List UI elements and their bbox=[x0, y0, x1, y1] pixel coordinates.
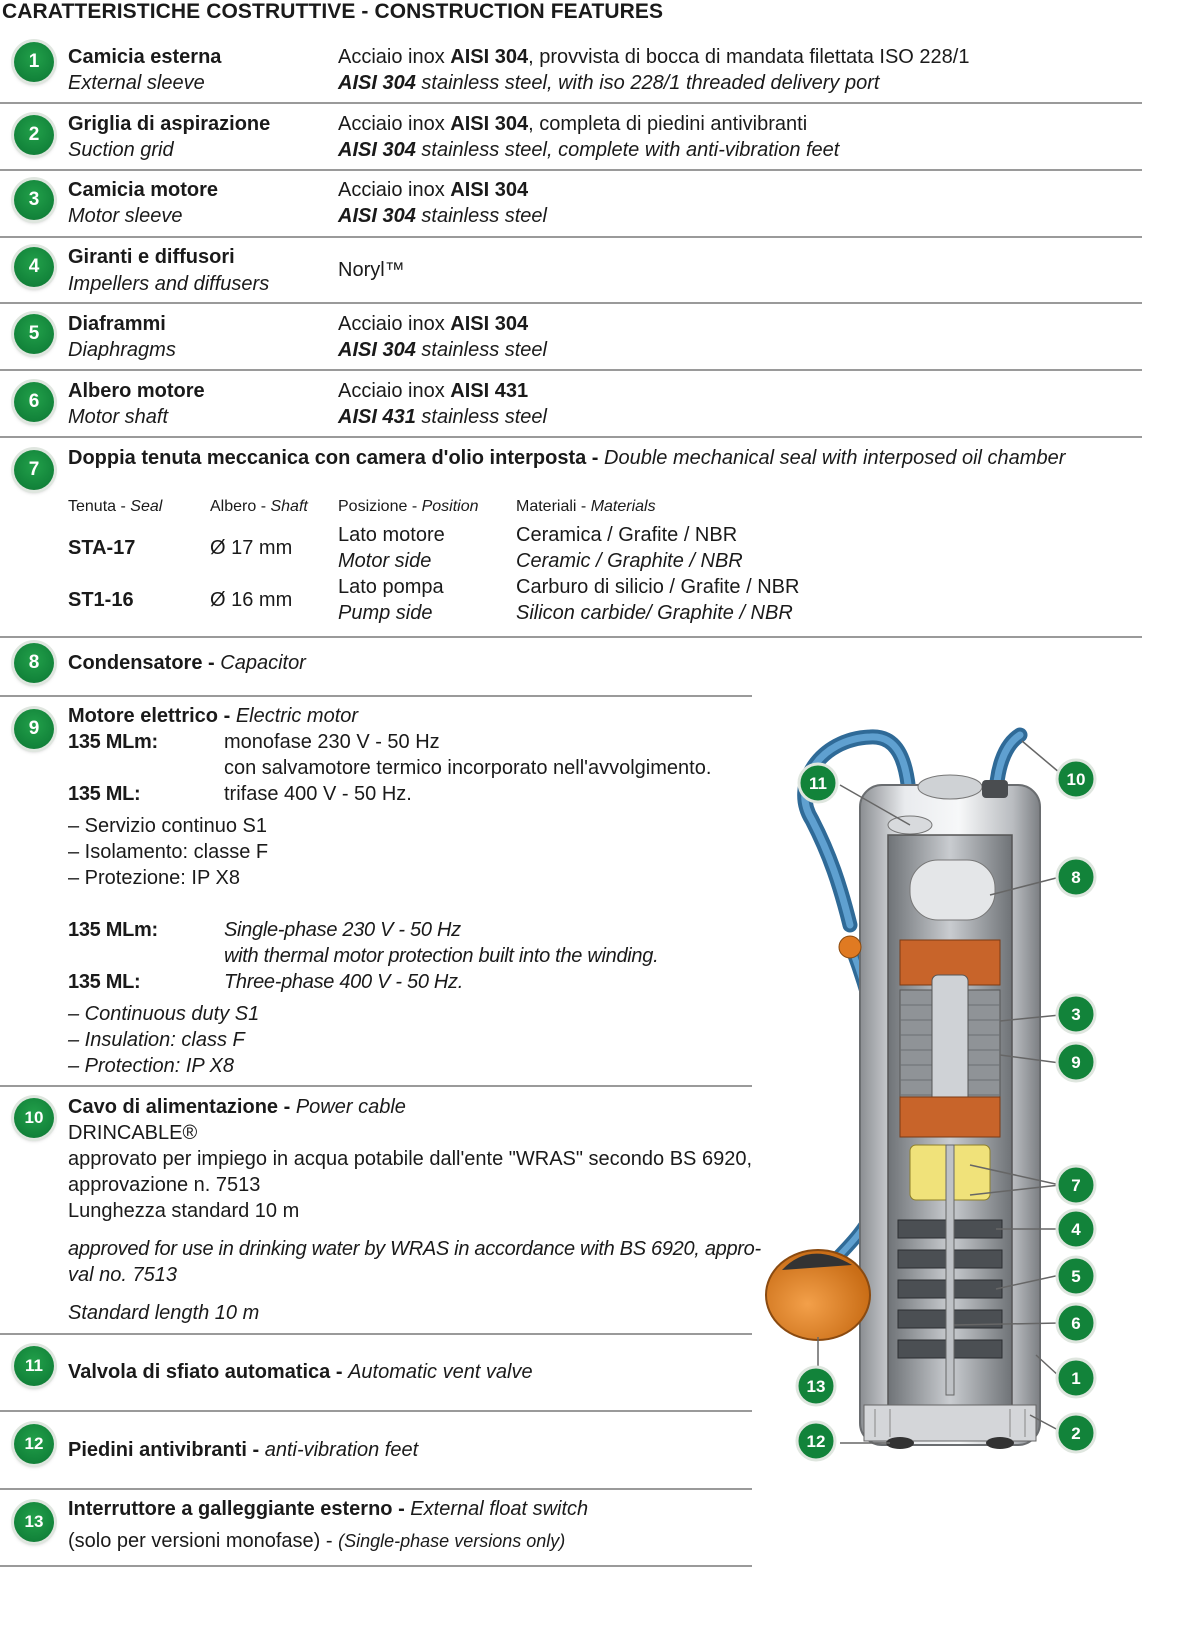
motor-spec-en: – Protection: IP X8 bbox=[68, 1055, 235, 1077]
callout-6 bbox=[1057, 1304, 1095, 1342]
divider bbox=[0, 1085, 752, 1087]
feature-5-name-en: Diaphragms bbox=[68, 339, 176, 361]
motor-mlm-en: Single-phase 230 V - 50 Hz bbox=[224, 919, 461, 941]
motor-mlm-it-2: con salvamotore termico incorporato nell'avvolgimento. bbox=[224, 757, 712, 779]
divider bbox=[0, 1565, 752, 1567]
svg-text:11: 11 bbox=[809, 774, 827, 793]
seal-row-1-mat-en: Ceramic / Graphite / NBR bbox=[516, 550, 743, 572]
feature-3-desc-en: AISI 304 stainless steel bbox=[338, 205, 547, 227]
feature-badge-13: 13 bbox=[14, 1502, 54, 1542]
feature-3-name-it: Camicia motore bbox=[68, 179, 219, 201]
feature-2-desc-en: AISI 304 stainless steel, complete with anti-vibration feet bbox=[338, 139, 840, 161]
seal-header-shaft: Albero - Shaft bbox=[210, 498, 308, 515]
page-title: CARATTERISTICHE COSTRUTTIVE - CONSTRUCTION FEATURES bbox=[2, 0, 664, 23]
divider bbox=[0, 1333, 752, 1335]
divider bbox=[0, 1488, 752, 1490]
seal-row-2-seal: ST1-16 bbox=[68, 589, 134, 611]
svg-text:6: 6 bbox=[1071, 1314, 1081, 1333]
feature-5-desc-it: Acciaio inox AISI 304 bbox=[338, 313, 529, 335]
motor-ml-label-en: 135 ML: bbox=[68, 971, 141, 993]
motor-mlm-label-en: 135 MLm: bbox=[68, 919, 158, 941]
svg-text:5: 5 bbox=[1071, 1267, 1081, 1286]
divider bbox=[0, 102, 1142, 104]
feature-badge-7: 7 bbox=[14, 450, 54, 490]
callout-9 bbox=[1057, 1043, 1095, 1081]
callout-7 bbox=[1057, 1166, 1095, 1204]
feature-2-name-en: Suction grid bbox=[68, 139, 174, 161]
vent-title: Valvola di sfiato automatica - Automatic vent valve bbox=[68, 1361, 533, 1383]
feature-badge-9: 9 bbox=[14, 709, 54, 749]
feature-badge-2: 2 bbox=[14, 115, 54, 155]
feature-4-desc: Noryl™ bbox=[338, 259, 405, 281]
seal-row-2-pos-it: Lato pompa bbox=[338, 576, 444, 598]
feature-6-name-en: Motor shaft bbox=[68, 406, 169, 428]
seal-row-1-seal: STA-17 bbox=[68, 537, 136, 559]
callout-12 bbox=[797, 1422, 835, 1460]
feature-badge-12: 12 bbox=[14, 1424, 54, 1464]
rotor bbox=[932, 975, 968, 1115]
divider bbox=[0, 636, 1142, 638]
cable-length-en: Standard length 10 m bbox=[68, 1302, 260, 1324]
seal-row-2-shaft: Ø 16 mm bbox=[210, 589, 293, 611]
cable-brand: DRINCABLE® bbox=[68, 1122, 198, 1144]
cable-title: Cavo di alimentazione - Power cable bbox=[68, 1096, 406, 1118]
divider bbox=[0, 1410, 752, 1412]
motor-ml-en: Three-phase 400 V - 50 Hz. bbox=[224, 971, 463, 993]
svg-text:3: 3 bbox=[1071, 1005, 1081, 1024]
motor-spec-it: – Servizio continuo S1 bbox=[68, 815, 268, 837]
callout-5 bbox=[1057, 1257, 1095, 1295]
motor-mlm-it: monofase 230 V - 50 Hz bbox=[224, 731, 440, 753]
feature-1-name-it: Camicia esterna bbox=[68, 46, 222, 68]
feature-badge-11: 11 bbox=[14, 1346, 54, 1386]
feature-badge-4: 4 bbox=[14, 247, 54, 287]
motor-spec-en: – Insulation: class F bbox=[68, 1029, 245, 1051]
cable-desc-en-1: approved for use in drinking water by WRAS in accordance with BS 6920, appro- bbox=[68, 1238, 761, 1260]
feature-badge-3: 3 bbox=[14, 180, 54, 220]
seal-header-materials: Materiali - Materials bbox=[516, 498, 656, 515]
divider bbox=[0, 169, 1142, 171]
feature-badge-8: 8 bbox=[14, 643, 54, 683]
seal-row-2-mat-en: Silicon carbide/ Graphite / NBR bbox=[516, 602, 793, 624]
motor-mlm-label: 135 MLm: bbox=[68, 731, 158, 753]
cable-desc-it-1: approvato per impiego in acqua potabile dall'ente "WRAS" secondo BS 6920, bbox=[68, 1148, 753, 1170]
feature-badge-6: 6 bbox=[14, 382, 54, 422]
divider bbox=[0, 236, 1142, 238]
float-note: (solo per versioni monofase) - (Single-phase versions only) bbox=[68, 1530, 566, 1552]
feet-title: Piedini antivibranti - anti-vibration feet bbox=[68, 1439, 419, 1461]
svg-text:7: 7 bbox=[1071, 1176, 1081, 1195]
svg-text:8: 8 bbox=[1071, 868, 1081, 887]
feature-6-desc-en: AISI 431 stainless steel bbox=[338, 406, 547, 428]
feature-1-desc-it: Acciaio inox AISI 304, provvista di bocca di mandata filettata ISO 228/1 bbox=[338, 46, 970, 68]
capacitor-title: Condensatore - Capacitor bbox=[68, 652, 306, 674]
seal-row-1-pos-it: Lato motore bbox=[338, 524, 445, 546]
cable-desc-it-2: approvazione n. 7513 bbox=[68, 1174, 261, 1196]
divider bbox=[0, 369, 1142, 371]
seal-row-1-shaft: Ø 17 mm bbox=[210, 537, 293, 559]
seal-row-2-pos-en: Pump side bbox=[338, 602, 433, 624]
feature-3-name-en: Motor sleeve bbox=[68, 205, 183, 227]
feature-badge-1: 1 bbox=[14, 42, 54, 82]
feature-6-desc-it: Acciaio inox AISI 431 bbox=[338, 380, 529, 402]
feature-2-name-it: Griglia di aspirazione bbox=[68, 113, 271, 135]
motor-spec-en: – Continuous duty S1 bbox=[68, 1003, 260, 1025]
feature-1-desc-en: AISI 304 stainless steel, with iso 228/1 threaded delivery port bbox=[338, 72, 880, 94]
pump-cutaway-illustration bbox=[760, 725, 1180, 1465]
motor-ml-it: trifase 400 V - 50 Hz. bbox=[224, 783, 412, 805]
callout-1 bbox=[1057, 1359, 1095, 1397]
feature-4-name-en: Impellers and diffusers bbox=[68, 273, 270, 295]
seal-header-seal: Tenuta - Seal bbox=[68, 498, 163, 515]
feature-1-name-en: External sleeve bbox=[68, 72, 205, 94]
callout-4 bbox=[1057, 1210, 1095, 1248]
callout-3 bbox=[1057, 995, 1095, 1033]
motor-spec-it: – Isolamento: classe F bbox=[68, 841, 269, 863]
anti-vibration-foot bbox=[886, 1437, 914, 1449]
float-title: Interruttore a galleggiante esterno - External float switch bbox=[68, 1498, 589, 1520]
divider bbox=[0, 695, 752, 697]
divider bbox=[0, 436, 1142, 438]
feature-4-name-it: Giranti e diffusori bbox=[68, 246, 235, 268]
callout-10 bbox=[1057, 760, 1095, 798]
svg-text:10: 10 bbox=[1066, 770, 1086, 789]
motor-ml-label: 135 ML: bbox=[68, 783, 141, 805]
cable-length-it: Lunghezza standard 10 m bbox=[68, 1200, 300, 1222]
callout-11 bbox=[799, 764, 837, 802]
feature-badge-10: 10 bbox=[14, 1098, 54, 1138]
feature-badge-5: 5 bbox=[14, 314, 54, 354]
svg-text:13: 13 bbox=[806, 1377, 826, 1396]
seal-row-1-pos-en: Motor side bbox=[338, 550, 432, 572]
seal-row-2-mat-it: Carburo di silicio / Grafite / NBR bbox=[516, 576, 800, 598]
svg-text:2: 2 bbox=[1071, 1424, 1081, 1443]
motor-shaft bbox=[946, 1145, 954, 1395]
feature-6-name-it: Albero motore bbox=[68, 380, 205, 402]
divider bbox=[0, 302, 1142, 304]
seal-row-1-mat-it: Ceramica / Grafite / NBR bbox=[516, 524, 738, 546]
cable-desc-en-2: val no. 7513 bbox=[68, 1264, 177, 1286]
capacitor bbox=[910, 860, 995, 920]
callout-8 bbox=[1057, 858, 1095, 896]
feature-5-name-it: Diaframmi bbox=[68, 313, 166, 335]
motor-title: Motore elettrico - Electric motor bbox=[68, 705, 359, 727]
feature-2-desc-it: Acciaio inox AISI 304, completa di piedini antivibranti bbox=[338, 113, 808, 135]
motor-spec-it: – Protezione: IP X8 bbox=[68, 867, 240, 889]
svg-text:9: 9 bbox=[1071, 1053, 1081, 1072]
svg-text:4: 4 bbox=[1071, 1220, 1081, 1239]
seal-header-position: Posizione - Position bbox=[338, 498, 479, 515]
callout-2 bbox=[1057, 1414, 1095, 1452]
svg-text:1: 1 bbox=[1071, 1369, 1081, 1388]
seal-title: Doppia tenuta meccanica con camera d'olio interposta - Double mechanical seal with interposed oil chamber bbox=[68, 447, 1066, 469]
svg-text:12: 12 bbox=[806, 1432, 826, 1451]
callout-13 bbox=[797, 1367, 835, 1405]
feature-5-desc-en: AISI 304 stainless steel bbox=[338, 339, 547, 361]
motor-mlm-en-2: with thermal motor protection built into the winding. bbox=[224, 945, 659, 967]
feature-3-desc-it: Acciaio inox AISI 304 bbox=[338, 179, 529, 201]
